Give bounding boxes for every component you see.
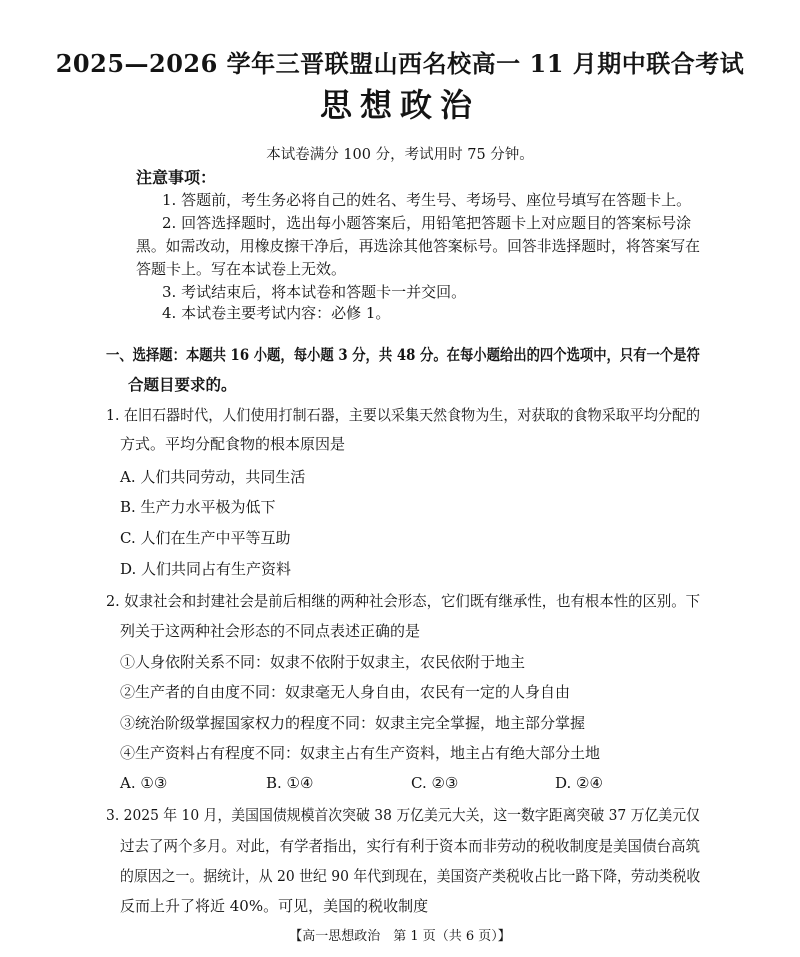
subject-title: 思想政治 (319, 86, 480, 124)
question-2-statement-4: ④生产资料占有程度不同：奴隶主占有生产资料，地主占有绝大部分土地 (120, 744, 601, 762)
question-2-stem-cont: 列关于这两种社会形态的不同点表述正确的是 (120, 622, 421, 640)
notice-line: 2. 回答选择题时，选出每小题答案后，用铅笔把答题卡上对应题目的答案标号涂 (162, 214, 692, 232)
question-1-option-c: C. 人们在生产中平等互助 (120, 529, 291, 547)
section-heading: 一、选择题：本题共 16 小题，每小题 3 分，共 48 分。在每小题给出的四个选项中，只有一个是符 (106, 345, 700, 364)
notice-line: 1. 答题前，考生务必将自己的姓名、考生号、考场号、座位号填写在答题卡上。 (162, 191, 692, 209)
question-1-stem-cont: 方式。平均分配食物的根本原因是 (120, 435, 346, 453)
question-2-option-b: B. ①④ (266, 774, 314, 792)
question-3-stem-cont: 反而上升了将近 40%。可见，美国的税收制度 (120, 897, 429, 915)
section-heading-cont: 合题目要求的。 (128, 375, 237, 394)
question-3-stem: 3. 2025 年 10 月，美国国债规模首次突破 38 万亿美元大关，这一数字距离突破 37 万亿美元仅 (106, 806, 700, 824)
exam-title: 2025—2026 学年三晋联盟山西名校高一 11 月期中联合考试 (55, 49, 745, 78)
question-1-option-d: D. 人们共同占有生产资料 (120, 560, 292, 578)
question-2-statement-2: ②生产者的自由度不同：奴隶毫无人身自由，农民有一定的人身自由 (120, 683, 571, 701)
notice-line: 黑。如需改动，用橡皮擦干净后，再选涂其他答案标号。回答非选择题时，将答案写在 (136, 237, 701, 255)
score-info: 本试卷满分 100 分，考试用时 75 分钟。 (266, 147, 534, 163)
question-1-stem: 1. 在旧石器时代，人们使用打制石器，主要以采集天然食物为生，对获取的食物采取平均分配的 (106, 406, 701, 424)
question-2-option-a: A. ①③ (120, 774, 168, 792)
question-2-option-c: C. ②③ (411, 774, 459, 792)
question-3-stem-cont: 的原因之一。据统计，从 20 世纪 90 年代到现在，美国资产类税收占比一路下降，劳动类税收 (120, 867, 701, 885)
question-2-statement-1: ①人身依附关系不同：奴隶不依附于奴隶主，农民依附于地主 (120, 653, 526, 671)
notice-line: 4. 本试卷主要考试内容：必修 1。 (162, 304, 391, 322)
question-2-option-d: D. ②④ (555, 774, 603, 792)
notice-title: 注意事项： (136, 168, 217, 187)
notice-line: 答题卡上。写在本试卷上无效。 (136, 260, 347, 278)
page-footer: 【高一思想政治 第 1 页（共 6 页）】 (289, 929, 511, 944)
notice-line: 3. 考试结束后，将本试卷和答题卡一并交回。 (162, 283, 467, 301)
question-1-option-b: B. 生产力水平极为低下 (120, 498, 276, 516)
question-1-option-a: A. 人们共同劳动，共同生活 (120, 468, 306, 486)
question-3-stem-cont: 过去了两个多月。对此，有学者指出，实行有利于资本而非劳动的税收制度是美国债台高筑 (120, 837, 701, 855)
question-2-stem: 2. 奴隶社会和封建社会是前后相继的两种社会形态，它们既有继承性，也有根本性的区别。下 (106, 592, 701, 610)
question-2-statement-3: ③统治阶级掌握国家权力的程度不同：奴隶主完全掌握，地主部分掌握 (120, 714, 586, 732)
